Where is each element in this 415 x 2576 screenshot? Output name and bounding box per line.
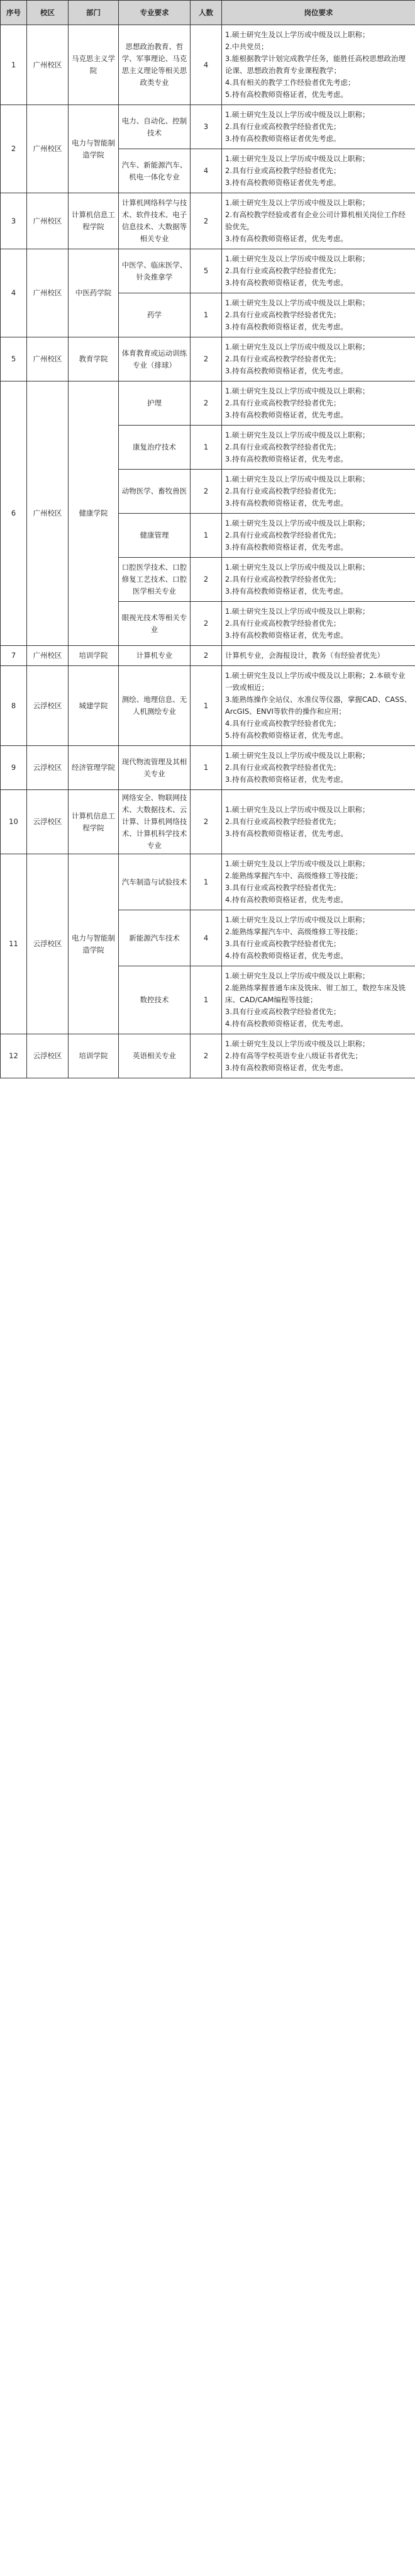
- recruitment-table: [0, 0, 415, 1078]
- row-number: 3: [1, 193, 27, 249]
- requirements-cell: [222, 25, 415, 105]
- requirement-line: 3.持有高校教师资格证者，优先考虑。: [225, 775, 348, 784]
- campus-cell: 云浮校区: [27, 1034, 69, 1078]
- requirement-line: 1.硕士研究生及以上学历或中级及以上职称；: [225, 607, 370, 616]
- requirement-line: 2.具有行业或高校教学经验者优先；: [225, 354, 341, 363]
- header-count: 人数: [191, 1, 222, 25]
- table-row: [1, 666, 415, 746]
- requirement-line: 2.具有行业或高校教学经验者优先；: [225, 817, 341, 826]
- requirement-line: 3.持有高校教师资格证者，优先考虑。: [225, 587, 348, 596]
- requirements-cell: [222, 746, 415, 790]
- requirements-cell: [222, 381, 415, 426]
- requirement-line: 1.硕士研究生及以上学历或中级及以上职称；: [225, 751, 370, 760]
- requirement-line: 3.具有行业或高校教学经验者优先；: [225, 883, 341, 892]
- requirement-line: 1.硕士研究生及以上学历或中级及以上职称；: [225, 30, 370, 39]
- row-number: 5: [1, 337, 27, 381]
- major-cell: 计算机专业: [119, 646, 191, 666]
- major-cell: 测绘、地理信息、无人机测绘专业: [119, 666, 191, 746]
- major-cell: 电力、自动化、控制技术: [119, 105, 191, 149]
- campus-cell: 云浮校区: [27, 666, 69, 746]
- requirement-line: 4.持有高校教师资格证者，优先考虑。: [225, 951, 348, 960]
- headcount-cell: 2: [191, 470, 222, 514]
- requirement-line: 1.硕士研究生及以上学历或中级及以上职称；: [225, 475, 370, 483]
- requirements-cell: [222, 514, 415, 558]
- table-row: [1, 105, 415, 149]
- headcount-cell: 2: [191, 558, 222, 602]
- table-row: [1, 337, 415, 381]
- requirements-cell: [222, 293, 415, 337]
- headcount-cell: 2: [191, 646, 222, 666]
- requirement-line: 2.具有行业或高校教学经验者优先；: [225, 166, 341, 175]
- requirement-line: 1.硕士研究生及以上学历或中级及以上职称；: [225, 254, 370, 263]
- header-department: 部门: [69, 1, 119, 25]
- requirement-line: 3.持有高校教师资格证者，优先考虑。: [225, 366, 348, 375]
- requirement-line: 3.能根据教学计划完成教学任务，能胜任高校思想政治理论课、思想政治教育专业课程教学；: [225, 54, 406, 75]
- header-campus: 校区: [27, 1, 69, 25]
- department-cell: 电力与智能制造学院: [69, 105, 119, 193]
- requirement-line: 2.具有行业或高校教学经验者优先；: [225, 122, 341, 131]
- table-row: [1, 1034, 415, 1078]
- requirements-cell: [222, 149, 415, 193]
- major-cell: 新能源汽车技术: [119, 910, 191, 966]
- campus-cell: 云浮校区: [27, 790, 69, 854]
- department-cell: 电力与智能制造学院: [69, 854, 119, 1034]
- requirement-line: 1.硕士研究生及以上学历或中级及以上职称；: [225, 431, 370, 439]
- table-row: [1, 790, 415, 854]
- department-cell: 经济管理学院: [69, 746, 119, 790]
- major-cell: 汽车、新能源汽车、机电一体化专业: [119, 149, 191, 193]
- department-cell: 城建学院: [69, 666, 119, 746]
- department-cell: 培训学院: [69, 1034, 119, 1078]
- requirement-line: 3.持有高校教师资格证者，优先考虑。: [225, 543, 348, 551]
- department-cell: 健康学院: [69, 381, 119, 646]
- requirement-line: 3.持有高校教师资格证者优先考虑。: [225, 134, 341, 143]
- requirement-line: 1.硕士研究生及以上学历或中级及以上职称；: [225, 859, 370, 868]
- requirement-line: 2.能熟练掌握汽车中、高级维修工等技能；: [225, 927, 362, 936]
- requirement-line: 1.硕士研究生及以上学历或中级及以上职称；: [225, 387, 370, 395]
- campus-cell: 广州校区: [27, 25, 69, 105]
- header-requirements: 岗位要求: [222, 1, 415, 25]
- headcount-cell: 4: [191, 149, 222, 193]
- requirement-line: 2.具有行业或高校教学经验者优先；: [225, 443, 341, 451]
- headcount-cell: 1: [191, 854, 222, 910]
- headcount-cell: 3: [191, 105, 222, 149]
- requirement-line: 3.持有高校教师资格证者，优先考虑。: [225, 1063, 348, 1072]
- headcount-cell: 2: [191, 602, 222, 646]
- campus-cell: 广州校区: [27, 249, 69, 337]
- campus-cell: 云浮校区: [27, 854, 69, 1034]
- requirements-cell: [222, 249, 415, 293]
- requirement-line: 4.持有高校教师资格证者，优先考虑。: [225, 895, 348, 904]
- row-number: 2: [1, 105, 27, 193]
- major-cell: 口腔医学技术、口腔修复工艺技术、口腔医学相关专业: [119, 558, 191, 602]
- row-number: 10: [1, 790, 27, 854]
- requirement-line: 2.能熟练掌握汽车中、高级维修工等技能；: [225, 871, 362, 880]
- requirement-line: 3.持有高校教师资格证者，优先考虑。: [225, 829, 348, 838]
- major-cell: 汽车制造与试验技术: [119, 854, 191, 910]
- requirements-cell: [222, 666, 415, 746]
- major-cell: 计算机网络科学与技术、软件技术、电子信息技术、大数据等相关专业: [119, 193, 191, 249]
- table-row: [1, 25, 415, 105]
- requirement-line: 2.具有行业或高校教学经验者优先；: [225, 266, 341, 275]
- requirements-cell: [222, 337, 415, 381]
- table-body: [1, 25, 415, 1078]
- headcount-cell: 2: [191, 1034, 222, 1078]
- major-cell: 护理: [119, 381, 191, 426]
- requirement-line: 3.持有高校教师资格证者，优先考虑。: [225, 455, 348, 463]
- requirement-line: 2.能熟练掌握普通车床及铣床、钳工加工，数控车床及铣床、CAD/CAM编程等技能；: [225, 983, 406, 1004]
- headcount-cell: 2: [191, 381, 222, 426]
- table-row: [1, 249, 415, 293]
- requirements-cell: [222, 558, 415, 602]
- department-cell: 计算机信息工程学院: [69, 790, 119, 854]
- headcount-cell: 4: [191, 25, 222, 105]
- requirement-line: 3.持有高校教师资格证者，优先考虑。: [225, 410, 348, 419]
- major-cell: 动物医学、畜牧兽医: [119, 470, 191, 514]
- campus-cell: 广州校区: [27, 381, 69, 646]
- department-cell: 教育学院: [69, 337, 119, 381]
- requirement-line: 1.硕士研究生及以上学历或中级及以上职称；: [225, 1039, 370, 1048]
- headcount-cell: 1: [191, 746, 222, 790]
- requirement-line: 3.能熟练操作全站仪、水准仪等仪器，掌握CAD、CASS、ArcGIS、ENVI等软件的操作和应用；: [225, 695, 412, 716]
- requirements-cell: [222, 426, 415, 470]
- headcount-cell: 2: [191, 790, 222, 854]
- major-cell: 眼视光技术等相关专业: [119, 602, 191, 646]
- table-header: [1, 1, 415, 25]
- requirement-line: 5.持有高校教师资格证者，优先考虑。: [225, 90, 348, 99]
- table-row: [1, 746, 415, 790]
- row-number: 6: [1, 381, 27, 646]
- headcount-cell: 5: [191, 249, 222, 293]
- row-number: 7: [1, 646, 27, 666]
- table-row: [1, 646, 415, 666]
- headcount-cell: 1: [191, 514, 222, 558]
- requirement-line: 2.有高校教学经验或者有企业公司计算机相关岗位工作经验优先，: [225, 210, 406, 231]
- requirement-line: 3.持有高校教师资格证者，优先考虑。: [225, 322, 348, 331]
- major-cell: 药学: [119, 293, 191, 337]
- department-cell: 中医药学院: [69, 249, 119, 337]
- headcount-cell: 2: [191, 337, 222, 381]
- requirement-line: 3.持有高校教师资格证者优先考虑。: [225, 178, 341, 187]
- requirement-line: 4.具有相关的教学工作经验者优先考虑；: [225, 78, 355, 87]
- requirements-cell: [222, 602, 415, 646]
- requirement-line: 3.持有高校教师资格证者，优先考虑。: [225, 234, 348, 243]
- requirement-line: 1.硕士研究生及以上学历或中级及以上职称；: [225, 198, 370, 207]
- requirements-cell: [222, 790, 415, 854]
- requirement-line: 2.具有行业或高校教学经验者优先；: [225, 531, 341, 539]
- headcount-cell: 2: [191, 193, 222, 249]
- major-cell: 康复治疗技术: [119, 426, 191, 470]
- requirement-line: 3.持有高校教师资格证者，优先考虑。: [225, 631, 348, 640]
- headcount-cell: 1: [191, 293, 222, 337]
- major-cell: 中医学、临床医学、针灸推拿学: [119, 249, 191, 293]
- headcount-cell: 1: [191, 966, 222, 1034]
- headcount-cell: 4: [191, 910, 222, 966]
- requirements-cell: [222, 646, 415, 666]
- major-cell: 思想政治教育、哲学、军事理论、马克思主义理论等相关思政类专业: [119, 25, 191, 105]
- major-cell: 网络安全、物联网技术、大数据技术、云计算、计算机网络技术、计算机科学技术专业: [119, 790, 191, 854]
- requirements-cell: [222, 470, 415, 514]
- major-cell: 健康管理: [119, 514, 191, 558]
- header-major: 专业要求: [119, 1, 191, 25]
- requirement-line: 2.具有行业或高校教学经验者优先；: [225, 398, 341, 407]
- requirement-line: 计算机专业，会海报设计，教务（有经验者优先）: [225, 651, 384, 660]
- requirement-line: 1.硕士研究生及以上学历或中级及以上职称；: [225, 915, 370, 924]
- requirement-line: 1.硕士研究生及以上学历或中级及以上职称；: [225, 805, 370, 814]
- requirements-cell: [222, 193, 415, 249]
- headcount-cell: 1: [191, 426, 222, 470]
- requirement-line: 1.硕士研究生及以上学历或中级及以上职称；: [225, 971, 370, 980]
- row-number: 11: [1, 854, 27, 1034]
- department-cell: 培训学院: [69, 646, 119, 666]
- requirement-line: 4.持有高校教师资格证者，优先考虑。: [225, 1019, 348, 1028]
- row-number: 12: [1, 1034, 27, 1078]
- major-cell: 英语相关专业: [119, 1034, 191, 1078]
- requirement-line: 1.硕士研究生及以上学历或中级及以上职称；: [225, 563, 370, 572]
- header-row: [1, 1, 415, 25]
- table-row: [1, 381, 415, 426]
- requirement-line: 1.硕士研究生及以上学历或中级及以上职称；: [225, 519, 370, 528]
- requirements-cell: [222, 854, 415, 910]
- header-no: 序号: [1, 1, 27, 25]
- requirement-line: 2.持有高等学校英语专业八级证书者优先；: [225, 1051, 362, 1060]
- campus-cell: 广州校区: [27, 337, 69, 381]
- headcount-cell: 1: [191, 666, 222, 746]
- row-number: 1: [1, 25, 27, 105]
- department-cell: 马克思主义学院: [69, 25, 119, 105]
- requirement-line: 4.具有行业或高校教学经验者优先；: [225, 719, 341, 728]
- major-cell: 现代物流管理及其相关专业: [119, 746, 191, 790]
- table-row: [1, 193, 415, 249]
- requirements-cell: [222, 1034, 415, 1078]
- table-row: [1, 854, 415, 910]
- requirement-line: 3.持有高校教师资格证者，优先考虑。: [225, 278, 348, 287]
- requirement-line: 1.硕士研究生及以上学历或中级及以上职称；2.本硕专业一致或相近；: [225, 671, 406, 692]
- row-number: 4: [1, 249, 27, 337]
- row-number: 8: [1, 666, 27, 746]
- row-number: 9: [1, 746, 27, 790]
- requirement-line: 3.具有行业或高校教学经验者优先；: [225, 939, 341, 948]
- requirement-line: 1.硕士研究生及以上学历或中级及以上职称；: [225, 154, 370, 163]
- requirement-line: 1.硕士研究生及以上学历或中级及以上职称；: [225, 110, 370, 119]
- requirement-line: 2.具有行业或高校教学经验者优先；: [225, 575, 341, 584]
- requirement-line: 3.持有高校教师资格证者，优先考虑。: [225, 499, 348, 507]
- campus-cell: 广州校区: [27, 105, 69, 193]
- requirement-line: 5.持有高校教师资格证者，优先考虑。: [225, 731, 348, 740]
- requirement-line: 1.硕士研究生及以上学历或中级及以上职称；: [225, 342, 370, 351]
- requirement-line: 2.具有行业或高校教学经验者优先；: [225, 310, 341, 319]
- requirements-cell: [222, 105, 415, 149]
- campus-cell: 云浮校区: [27, 746, 69, 790]
- requirement-line: 2.具有行业或高校教学经验者优先；: [225, 763, 341, 772]
- requirement-line: 3.具有行业或高校教学经验者优先；: [225, 1007, 341, 1016]
- campus-cell: 广州校区: [27, 646, 69, 666]
- requirement-line: 2.中共党员；: [225, 42, 268, 51]
- major-cell: 体育教育或运动训练专业（排球）: [119, 337, 191, 381]
- requirement-line: 2.具有行业或高校教学经验者优先；: [225, 619, 341, 628]
- requirements-cell: [222, 966, 415, 1034]
- department-cell: 计算机信息工程学院: [69, 193, 119, 249]
- requirement-line: 1.硕士研究生及以上学历或中级及以上职称；: [225, 298, 370, 307]
- major-cell: 数控技术: [119, 966, 191, 1034]
- requirement-line: 2.具有行业或高校教学经验者优先；: [225, 487, 341, 495]
- requirements-cell: [222, 910, 415, 966]
- campus-cell: 广州校区: [27, 193, 69, 249]
